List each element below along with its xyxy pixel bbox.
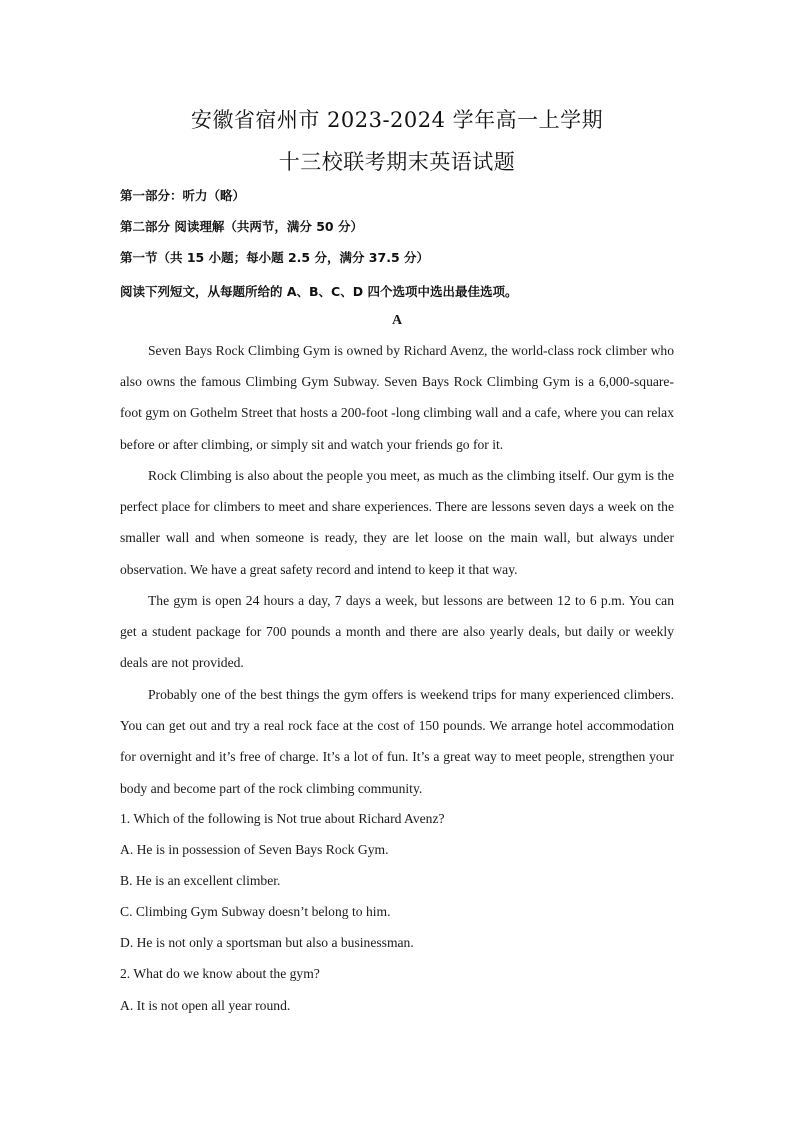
question-1-option-b: B. He is an excellent climber.: [120, 873, 281, 888]
passage-paragraph-1: Seven Bays Rock Climbing Gym is owned by Richard Avenz, the world-class rock climber who also owns the famous Climbing Gym Subway. Seven Bays Rock Climbing Gym is a 6,000-square-foot gym on Gothelm Street that hosts a 200-foot -long climbing wall and a cafe, where you can relax before or after climbing, or simply sit and watch your friends go for it.: [120, 343, 674, 452]
document-title-line1: 安徽省宿州市 2023-2024 学年高一上学期: [190, 108, 604, 132]
question-1-stem: 1. Which of the following is Not true about Richard Avenz?: [120, 811, 445, 826]
question-2-option-a: A. It is not open all year round.: [120, 998, 291, 1013]
question-1-option-d: D. He is not only a sportsman but also a businessman.: [120, 935, 414, 950]
question-1-option-c: C. Climbing Gym Subway doesn’t belong to him.: [120, 904, 391, 919]
passage-paragraph-2: Rock Climbing is also about the people you meet, as much as the climbing itself. Our gym is the perfect place for climbers to meet and share experiences. There are lessons seven days a week on the smaller wall and when someone is ready, they are let loose on the main wall, but always under observation. We have a great safety record and intend to keep it that way.: [120, 468, 674, 577]
passage-label: A: [391, 313, 403, 328]
question-1-option-a: A. He is in possession of Seven Bays Rock Gym.: [120, 842, 389, 857]
question-2-stem: 2. What do we know about the gym?: [120, 966, 320, 981]
part2-heading: 第二部分 阅读理解（共两节，满分 50 分）: [120, 219, 363, 234]
passage-paragraph-3: The gym is open 24 hours a day, 7 days a week, but lessons are between 12 to 6 p.m. You can get a student package for 700 pounds a month and there are also yearly deals, but daily or weekly deals are not provided.: [120, 593, 674, 671]
passage-paragraph-4: Probably one of the best things the gym offers is weekend trips for many experienced climbers. You can get out and try a real rock face at the cost of 150 pounds. We arrange hotel accommodation for overnight and it’s free of charge. It’s a lot of fun. It’s a great way to meet people, strengthen your body and become part of the rock climbing community.: [120, 687, 674, 796]
section1-heading: 第一节（共 15 小题；每小题 2.5 分，满分 37.5 分）: [120, 250, 429, 265]
document-title-line2: 十三校联考期末英语试题: [278, 150, 516, 174]
part1-heading: 第一部分：听力（略）: [120, 188, 246, 203]
instruction-text: 阅读下列短文，从每题所给的 A、B、C、D 四个选项中选出最佳选项。: [120, 284, 518, 299]
